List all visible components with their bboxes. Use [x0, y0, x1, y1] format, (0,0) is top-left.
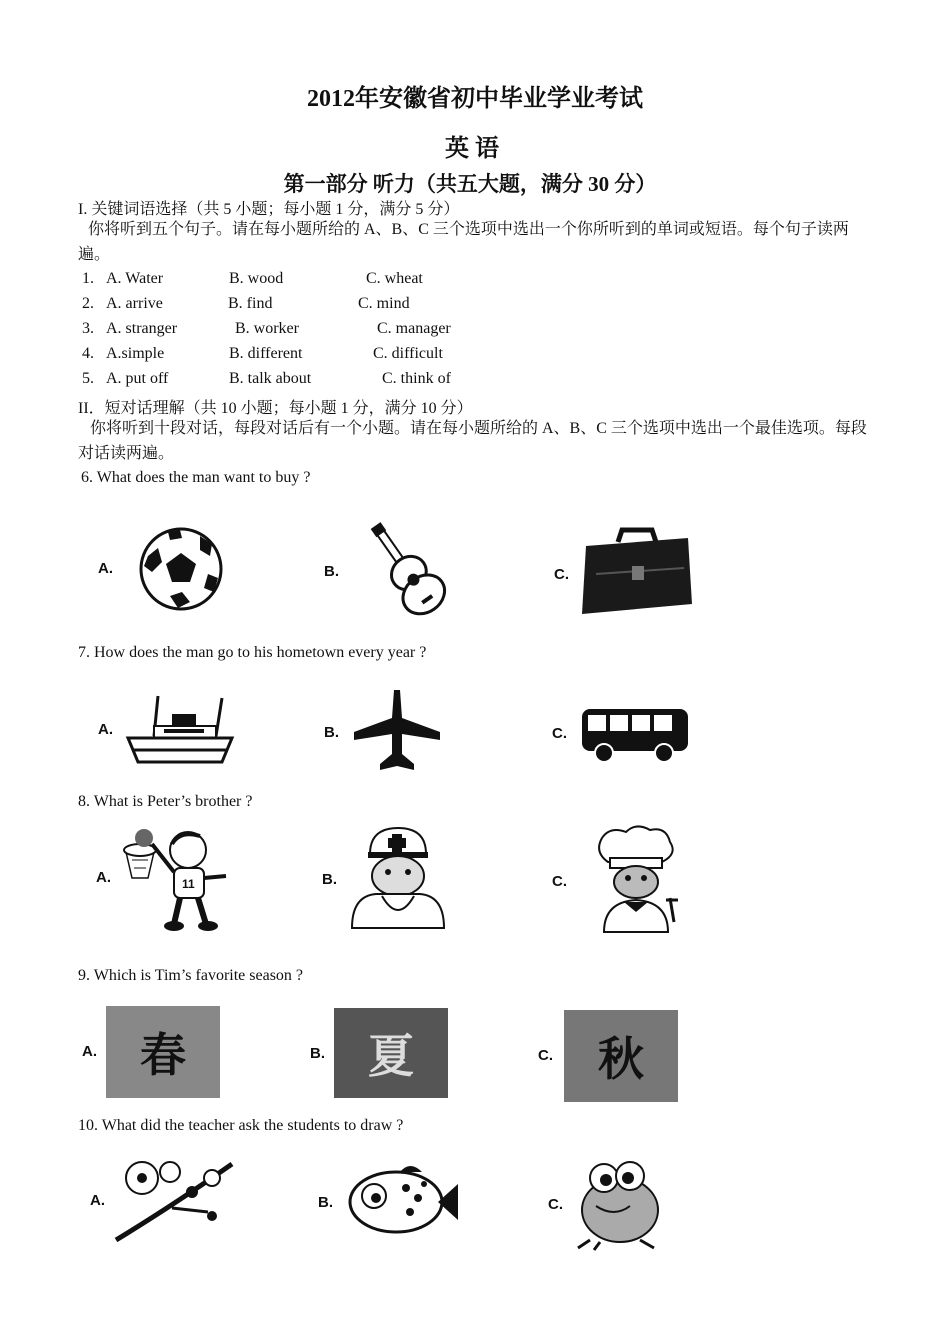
spring-character: 春 — [140, 1028, 186, 1082]
question-number: 5. — [82, 370, 94, 387]
airplane-icon[interactable] — [352, 688, 442, 774]
section2-heading: II．短对话理解（共 10 小题；每小题 1 分，满分 10 分） — [78, 400, 473, 417]
spring-picture[interactable] — [106, 1006, 220, 1098]
option-label-c[interactable]: C. — [538, 1047, 553, 1064]
part-title: 第一部分 听力（共五大题，满分 30 分） — [283, 172, 657, 196]
option-label-b[interactable]: B. — [324, 724, 339, 741]
question-10: 10. What did the teacher ask the students to draw ? — [78, 1117, 404, 1134]
question-7: 7. How does the man go to his hometown every year ? — [78, 644, 427, 661]
question-number: 3. — [82, 320, 94, 337]
question-8: 8. What is Peter’s brother ? — [78, 793, 253, 810]
option-c[interactable]: C. manager — [377, 320, 451, 337]
option-label-c[interactable]: C. — [552, 725, 567, 742]
section1-instruction: 你将听到五个句子。请在每小题所给的 A、B、C 三个选项中选出一个你所听到的单词或短语。每个句子读两遍。 — [78, 221, 849, 263]
basketball-player-icon[interactable] — [118, 824, 238, 932]
option-label-c[interactable]: C. — [554, 566, 569, 583]
option-a[interactable]: A. stranger — [106, 320, 178, 337]
cook-icon[interactable] — [590, 822, 682, 938]
option-label-b[interactable]: B. — [322, 871, 337, 888]
briefcase-icon[interactable] — [578, 524, 696, 616]
question-6: 6. What does the man want to buy ? — [81, 469, 311, 486]
section2-instruction: 你将听到十段对话，每段对话后有一个小题。请在每小题所给的 A、B、C 三个选项中选出一个最佳选项。每段对话读两遍。 — [78, 420, 867, 462]
section1-heading: I. 关键词语选择（共 5 小题；每小题 1 分，满分 5 分） — [78, 201, 460, 218]
frog-icon[interactable] — [570, 1156, 664, 1252]
option-label-b[interactable]: B. — [318, 1194, 333, 1211]
soccer-ball-icon[interactable] — [138, 526, 224, 612]
option-c[interactable]: C. think of — [382, 370, 451, 387]
question-9: 9. Which is Tim’s favorite season ? — [78, 967, 304, 984]
option-c[interactable]: C. difficult — [373, 345, 443, 362]
option-b[interactable]: B. different — [229, 345, 303, 362]
option-b[interactable]: B. wood — [229, 270, 284, 287]
option-label-b[interactable]: B. — [324, 563, 339, 580]
option-label-b[interactable]: B. — [310, 1045, 325, 1062]
fish-icon[interactable] — [340, 1158, 460, 1242]
doctor-icon[interactable] — [346, 824, 450, 932]
flower-branch-icon[interactable] — [112, 1156, 236, 1244]
option-label-a[interactable]: A. — [82, 1043, 97, 1060]
svg-text:11: 11 — [182, 877, 195, 891]
option-a[interactable]: A.simple — [106, 345, 165, 362]
option-b[interactable]: B. find — [228, 295, 273, 312]
subject-title: 英语 — [445, 136, 505, 162]
option-label-a[interactable]: A. — [90, 1192, 105, 1209]
option-b[interactable]: B. worker — [235, 320, 299, 337]
ship-icon[interactable] — [124, 692, 236, 768]
bus-icon[interactable] — [580, 707, 690, 763]
option-c[interactable]: C. mind — [358, 295, 410, 312]
option-c[interactable]: C. wheat — [366, 270, 423, 287]
summer-character: 夏 — [368, 1029, 414, 1083]
option-label-c[interactable]: C. — [548, 1196, 563, 1213]
question-number: 2. — [82, 295, 94, 312]
option-b[interactable]: B. talk about — [229, 370, 312, 387]
autumn-picture[interactable] — [564, 1010, 678, 1102]
question-number: 1. — [82, 270, 94, 287]
option-label-c[interactable]: C. — [552, 873, 567, 890]
guitar-icon[interactable] — [358, 516, 454, 622]
option-label-a[interactable]: A. — [98, 560, 113, 577]
option-a[interactable]: A. put off — [106, 370, 169, 387]
autumn-character: 秋 — [598, 1032, 644, 1086]
option-a[interactable]: A. Water — [106, 270, 164, 287]
exam-title: 2012年安徽省初中毕业学业考试 — [307, 86, 643, 112]
option-label-a[interactable]: A. — [96, 869, 111, 886]
option-label-a[interactable]: A. — [98, 721, 113, 738]
option-a[interactable]: A. arrive — [106, 295, 163, 312]
question-number: 4. — [82, 345, 94, 362]
summer-picture[interactable] — [334, 1008, 448, 1098]
